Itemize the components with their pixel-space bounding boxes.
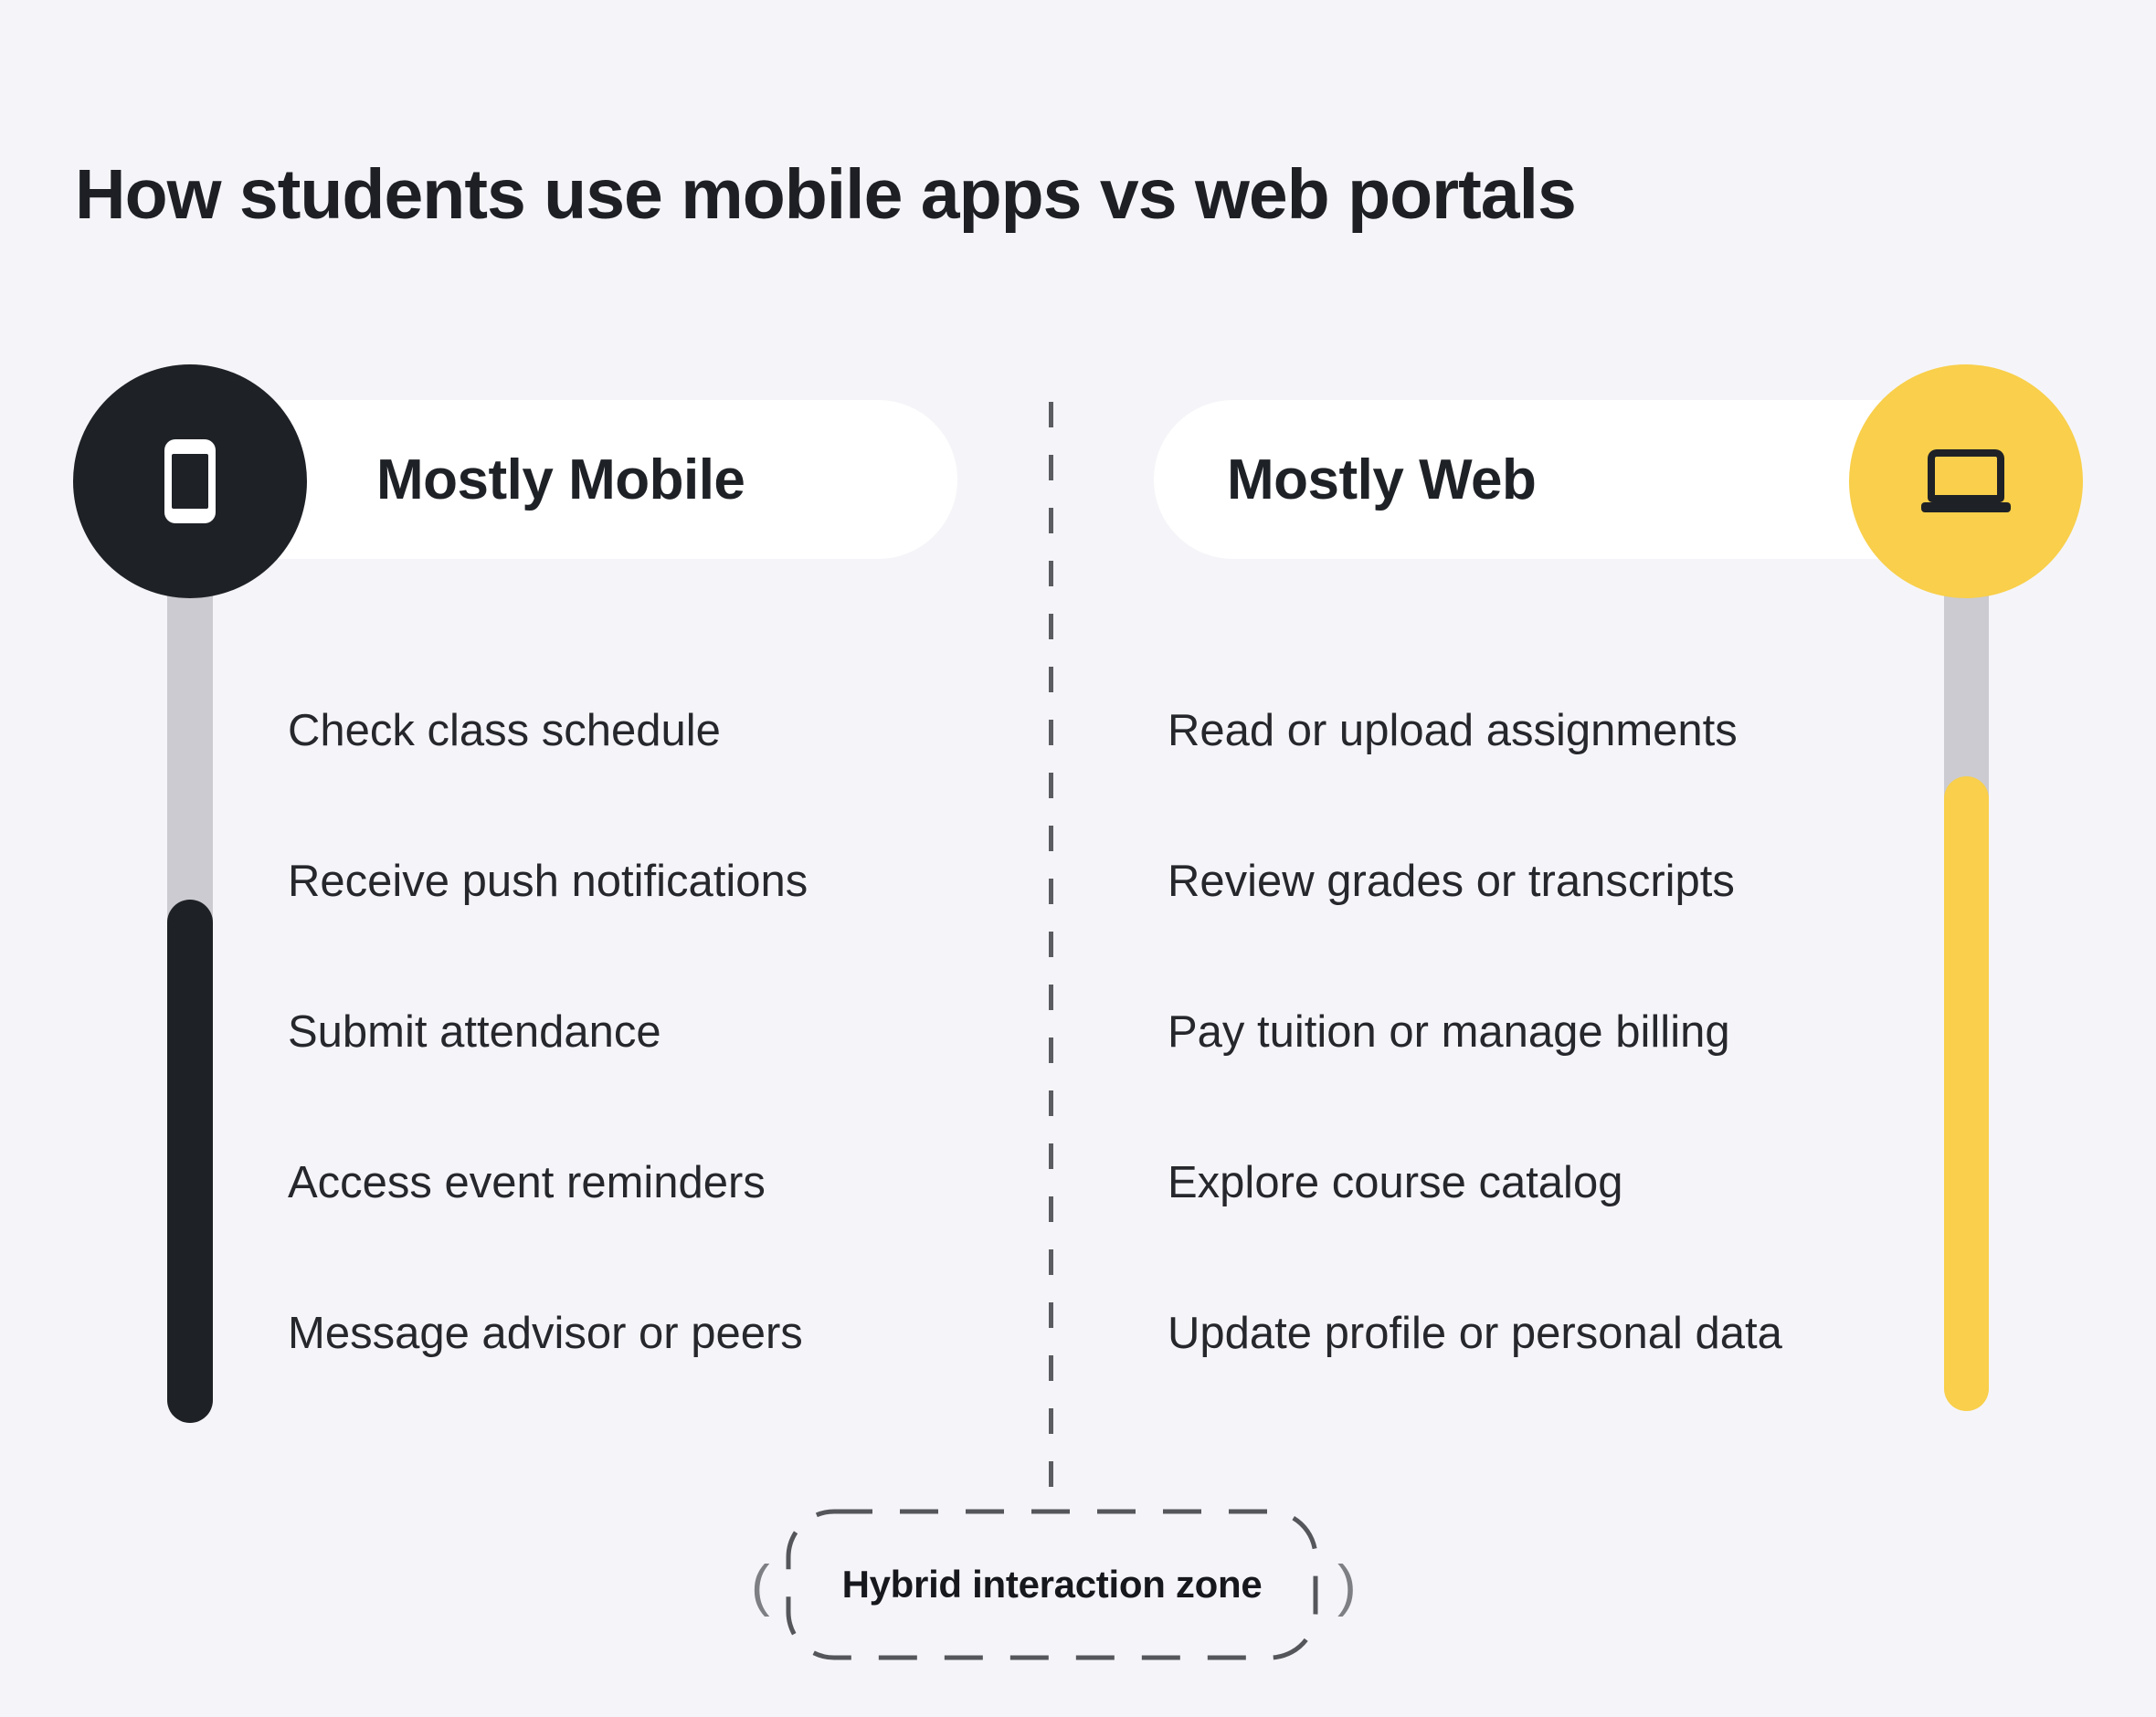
list-item: Message advisor or peers xyxy=(288,1309,803,1358)
list-item: Check class schedule xyxy=(288,706,721,755)
mobile-track-dark-capsule xyxy=(167,900,213,1423)
list-item: Explore course catalog xyxy=(1168,1158,1623,1207)
list-item: Review grades or transcripts xyxy=(1168,857,1735,906)
page-title: How students use mobile apps vs web portals xyxy=(75,155,1576,234)
mobile-track-gray xyxy=(167,595,213,933)
list-item: Access event reminders xyxy=(288,1158,766,1207)
web-track-gray xyxy=(1944,595,1989,806)
hybrid-zone-box xyxy=(786,1509,1318,1660)
smartphone-icon xyxy=(164,439,216,523)
hybrid-zone-label: Hybrid interaction zone xyxy=(841,1563,1263,1606)
laptop-icon xyxy=(1921,449,2011,513)
web-track-yellow-capsule xyxy=(1944,776,1989,1411)
mobile-header-label: Mostly Mobile xyxy=(376,448,745,511)
center-dashed-divider xyxy=(1049,402,1053,1509)
web-circle-badge xyxy=(1849,364,2083,598)
hybrid-right-paren: ) xyxy=(1337,1554,1357,1617)
list-item: Read or upload assignments xyxy=(1168,706,1738,755)
list-item: Pay tuition or manage billing xyxy=(1168,1007,1730,1057)
list-item: Submit attendance xyxy=(288,1007,661,1057)
mobile-circle-badge xyxy=(73,364,307,598)
web-header-label: Mostly Web xyxy=(1227,448,1537,511)
list-item: Update profile or personal data xyxy=(1168,1309,1782,1358)
list-item: Receive push notifications xyxy=(288,857,808,906)
hybrid-left-paren: ( xyxy=(751,1554,770,1617)
